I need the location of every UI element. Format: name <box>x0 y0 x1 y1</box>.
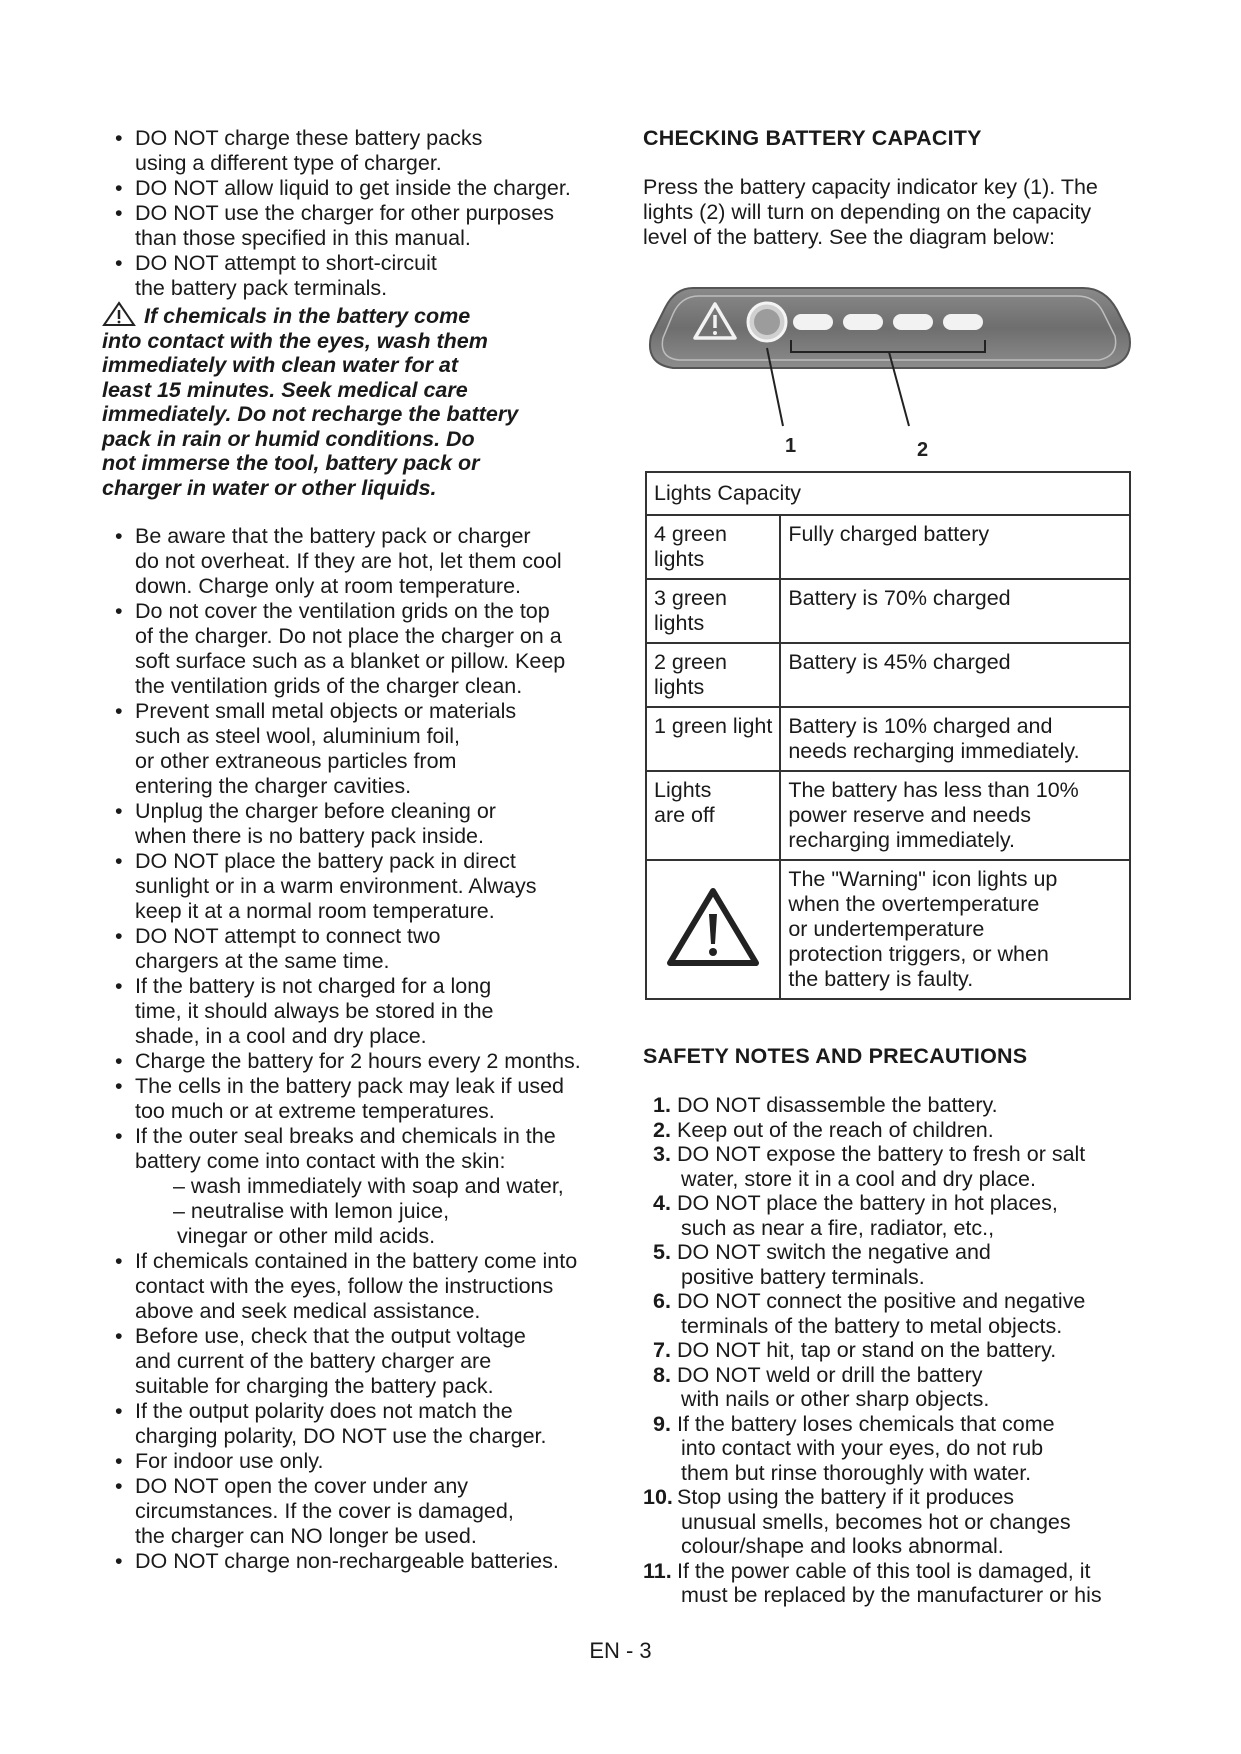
list-item: • DO NOT charge non-rechargeable batteries. <box>115 1549 605 1574</box>
table-row-warning: The "Warning" icon lights up when the overtemperature or undertemperature protection triggers, or when the battery is faulty. <box>646 860 1130 999</box>
warning-icon <box>665 886 761 968</box>
list-item: • DO NOT allow liquid to get inside the charger. <box>115 176 605 201</box>
capacity-key-button[interactable] <box>748 303 786 341</box>
warning-icon <box>102 301 136 327</box>
list-item: 11. If the power cable of this tool is damaged, it must be replaced by the manufacturer or his <box>643 1558 1102 1607</box>
list-item: • Do not cover the ventilation grids on the top of the charger. Do not place the charger on a soft surface such as a blanket or pillow. Keep the ventilation grids of the charger clean. <box>115 599 605 699</box>
list-item: • For indoor use only. <box>115 1449 605 1474</box>
table-row: 2 green lights Battery is 45% charged <box>646 643 1130 707</box>
list-item: • If the outer seal breaks and chemicals in the battery come into contact with the skin: – wash immediately with soap and water, – neutralise with lemon juice, vinegar or other mild acids. <box>115 1124 605 1249</box>
capacity-heading: CHECKING BATTERY CAPACITY <box>643 126 982 150</box>
bullet-list-b <box>115 524 605 1249</box>
list-item: • Prevent small metal objects or materials such as steel wool, aluminium foil, or other extraneous particles from entering the charger cavities. <box>115 699 605 799</box>
list-item: 3. DO NOT expose the battery to fresh or salt water, store it in a cool and dry place. <box>653 1142 1086 1191</box>
left-column <box>102 126 605 1574</box>
list-item: 1. DO NOT disassemble the battery. <box>653 1093 998 1117</box>
list-item: • If the battery is not charged for a long time, it should always be stored in the shade, in a cool and dry place. <box>115 974 605 1049</box>
table-row: 3 green lights Battery is 70% charged <box>646 579 1130 643</box>
safety-list <box>643 1093 1143 1608</box>
capacity-light-2 <box>843 314 883 330</box>
capacity-section <box>643 126 1133 250</box>
list-item: • DO NOT charge these battery packs using a different type of charger. <box>115 126 605 176</box>
capacity-light-1 <box>793 314 833 330</box>
list-item: • The cells in the battery pack may leak if used too much or at extreme temperatures. <box>115 1074 605 1124</box>
list-item: • Before use, check that the output voltage and current of the battery charger are suitable for charging the battery pack. <box>115 1324 605 1399</box>
list-item: • Be aware that the battery pack or charger do not overheat. If they are hot, let them cool down. Charge only at room temperature. <box>115 524 605 599</box>
table-header-row <box>646 472 1130 515</box>
capacity-table <box>645 471 1131 1000</box>
capacity-light-3 <box>893 314 933 330</box>
list-item: • DO NOT attempt to connect two chargers at the same time. <box>115 924 605 974</box>
bullet-list-a <box>115 126 605 301</box>
list-item: • DO NOT open the cover under any circumstances. If the cover is damaged, the charger can NO longer be used. <box>115 1474 605 1549</box>
capacity-intro: Press the battery capacity indicator key (1). The lights (2) will turn on depending on the capacity level of the battery. See the diagram below: <box>643 175 1098 249</box>
list-item: • If the output polarity does not match the charging polarity, DO NOT use the charger. <box>115 1399 605 1449</box>
list-item: 5. DO NOT switch the negative and positive battery terminals. <box>653 1240 991 1289</box>
list-item: • DO NOT attempt to short-circuit the battery pack terminals. <box>115 251 605 301</box>
list-item: 6. DO NOT connect the positive and negative terminals of the battery to metal objects. <box>653 1289 1086 1338</box>
list-item: • Unplug the charger before cleaning or when there is no battery pack inside. <box>115 799 605 849</box>
list-item: • DO NOT use the charger for other purposes than those specified in this manual. <box>115 201 605 251</box>
table-row: 4 green lights Fully charged battery <box>646 515 1130 579</box>
list-item: 4. DO NOT place the battery in hot places, such as near a fire, radiator, etc., <box>653 1191 1058 1240</box>
table-header: Lights Capacity <box>646 472 1130 515</box>
safety-section <box>643 1044 1143 1608</box>
bullet-list-c <box>115 1249 605 1574</box>
indicator-panel-svg <box>643 280 1133 470</box>
page-number: EN - 3 <box>589 1638 652 1663</box>
table-row: Lights are off The battery has less than 10% power reserve and needs recharging immediately. <box>646 771 1130 860</box>
table-row: 1 green light Battery is 10% charged and needs recharging immediately. <box>646 707 1130 771</box>
list-item: 8. DO NOT weld or drill the battery with nails or other sharp objects. <box>653 1362 990 1411</box>
list-item: 9. If the battery loses chemicals that come into contact with your eyes, do not rub them but rinse thoroughly with water. <box>653 1411 1055 1485</box>
list-item: • If chemicals contained in the battery come into contact with the eyes, follow the instructions above and seek medical assistance. <box>115 1249 605 1324</box>
indicator-panel-diagram <box>643 280 1133 470</box>
list-item: • Charge the battery for 2 hours every 2 months. <box>115 1049 605 1074</box>
safety-heading: SAFETY NOTES AND PRECAUTIONS <box>643 1044 1028 1068</box>
capacity-light-4 <box>943 314 983 330</box>
list-item: • DO NOT place the battery pack in direct sunlight or in a warm environment. Always keep it at a normal room temperature. <box>115 849 605 924</box>
list-item: 7. DO NOT hit, tap or stand on the battery. <box>653 1338 1057 1362</box>
list-item: 2. Keep out of the reach of children. <box>653 1117 994 1142</box>
callout-2: 2 <box>917 439 929 461</box>
list-item: 10. Stop using the battery if it produces unusual smells, becomes hot or changes colour/shape and looks abnormal. <box>643 1485 1071 1558</box>
callout-1: 1 <box>785 435 797 457</box>
chemical-warning: If chemicals in the battery come into contact with the eyes, wash them immediately with clean water for at least 15 minutes. Seek medical care immediately. Do not recharge the battery pack in rain or humid conditions. Do not immerse the tool, battery pack or charger in water or other liquids. <box>102 301 605 500</box>
